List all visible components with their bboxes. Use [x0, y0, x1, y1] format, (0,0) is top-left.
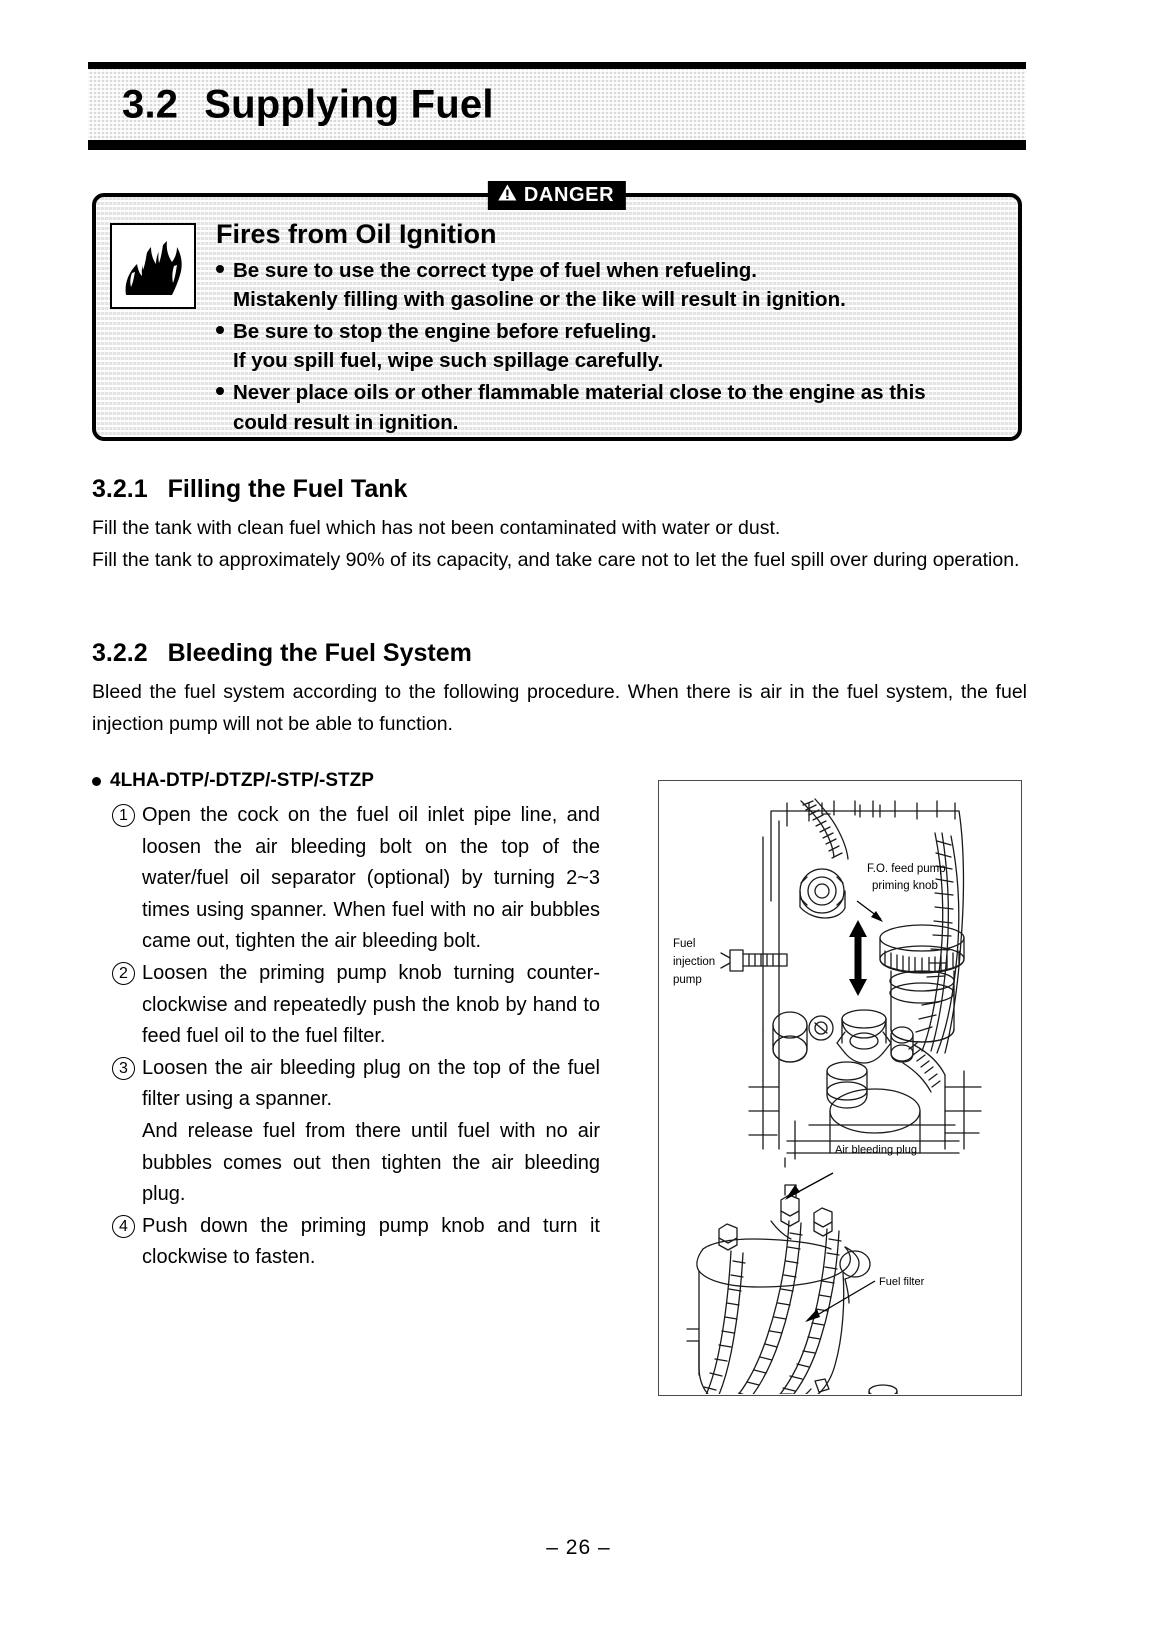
step-marker: 3 — [112, 1057, 135, 1080]
label-air-bleeding-plug: Air bleeding plug — [835, 1144, 917, 1156]
list-item — [112, 800, 600, 958]
danger-item-line1: Be sure to stop the engine before refueling. — [233, 320, 657, 344]
paragraph-3-2-1-b: Fill the tank to approximately 90% of its capacity, and take care not to let the fuel spill over during operation. — [92, 549, 1020, 571]
heading-3-2-2-number: 3.2.2 — [92, 639, 148, 667]
section-header-bar — [88, 62, 1026, 150]
heading-3-2-1 — [92, 475, 407, 504]
heading-3-2-1-number: 3.2.1 — [92, 475, 148, 503]
list-item — [112, 958, 600, 1053]
procedure-steps — [112, 800, 600, 1274]
step-marker: 4 — [112, 1215, 135, 1238]
bullet-icon — [216, 387, 224, 395]
step-text: Loosen the priming pump knob turning counter-clockwise and repeatedly push the knob by hand to feed fuel oil to the fuel filter. — [142, 961, 600, 1048]
bullet-icon — [216, 265, 224, 273]
danger-item-line2: Mistakenly filling with gasoline or the like will result in ignition. — [233, 288, 846, 312]
danger-item — [216, 256, 1006, 314]
danger-item-line1: Never place oils or other flammable material close to the engine as this — [233, 381, 926, 405]
header-rule-top — [88, 62, 1026, 69]
bullet-icon — [216, 326, 224, 334]
danger-item — [216, 317, 1006, 375]
danger-heading: Fires from Oil Ignition — [216, 219, 497, 249]
label-injection-pump-line2: injection — [673, 956, 716, 968]
paragraph-3-2-2: Bleed the fuel system according to the following procedure. When there is air in the fuel system, the fuel injection pump will not be able to function. — [92, 681, 1027, 735]
danger-badge-label: DANGER — [523, 184, 615, 206]
danger-item-line1: Be sure to use the correct type of fuel when refueling. — [233, 259, 757, 283]
heading-3-2-2 — [92, 639, 472, 668]
label-feed-pump-line2: priming knob — [872, 880, 938, 892]
step-text: Open the cock on the fuel oil inlet pipe line, and loosen the air bleeding bolt on the top of the water/fuel oil separator (optional) by turning 2~3 times using spanner. When fuel with no air bubbles came out, tighten the air bleeding bolt. — [142, 804, 600, 953]
step-marker: 1 — [112, 804, 135, 827]
paragraph-3-2-1-a: Fill the tank with clean fuel which has not been contaminated with water or dust. — [92, 517, 781, 539]
step-text: Push down the priming pump knob and turn it clockwise to fasten. — [142, 1214, 600, 1269]
danger-content — [92, 219, 1022, 441]
engine-illustration — [659, 781, 1021, 1394]
label-fuel-filter: Fuel filter — [879, 1276, 925, 1288]
section-number: 3.2 — [122, 82, 179, 127]
list-item — [112, 1211, 600, 1274]
bullet-icon — [92, 777, 101, 786]
header-rule-bottom — [88, 140, 1026, 150]
page-title — [122, 83, 494, 128]
label-feed-pump-line1: F.O. feed pump — [867, 863, 946, 875]
page-number: – 26 – — [546, 1536, 611, 1559]
illustration-panel — [658, 780, 1022, 1396]
flame-icon — [110, 223, 196, 309]
label-injection-pump-line3: pump — [673, 974, 702, 986]
warning-triangle-icon — [498, 184, 517, 206]
step-text: Loosen the air bleeding plug on the top of the fuel filter using a spanner. — [142, 1056, 600, 1111]
heading-3-2-1-text: Filling the Fuel Tank — [167, 475, 408, 503]
step-marker: 2 — [112, 962, 135, 985]
model-list-heading — [92, 770, 374, 792]
step-text-continued: And release fuel from there until fuel with no air bubbles comes out then tighten the air bleeding plug. — [142, 1119, 600, 1206]
danger-item — [216, 378, 1006, 436]
danger-notice — [92, 184, 1022, 441]
danger-item-line2: could result in ignition. — [233, 410, 459, 434]
danger-badge — [488, 181, 626, 210]
danger-text-block — [196, 219, 1006, 441]
danger-item-line2: If you spill fuel, wipe such spillage carefully. — [233, 349, 664, 373]
list-item — [112, 1053, 600, 1211]
heading-3-2-2-text: Bleeding the Fuel System — [167, 639, 472, 667]
label-injection-pump-line1: Fuel — [673, 938, 696, 950]
model-list-heading-text: 4LHA-DTP/-DTZP/-STP/-STZP — [110, 770, 374, 791]
section-title-text: Supplying Fuel — [204, 82, 494, 127]
